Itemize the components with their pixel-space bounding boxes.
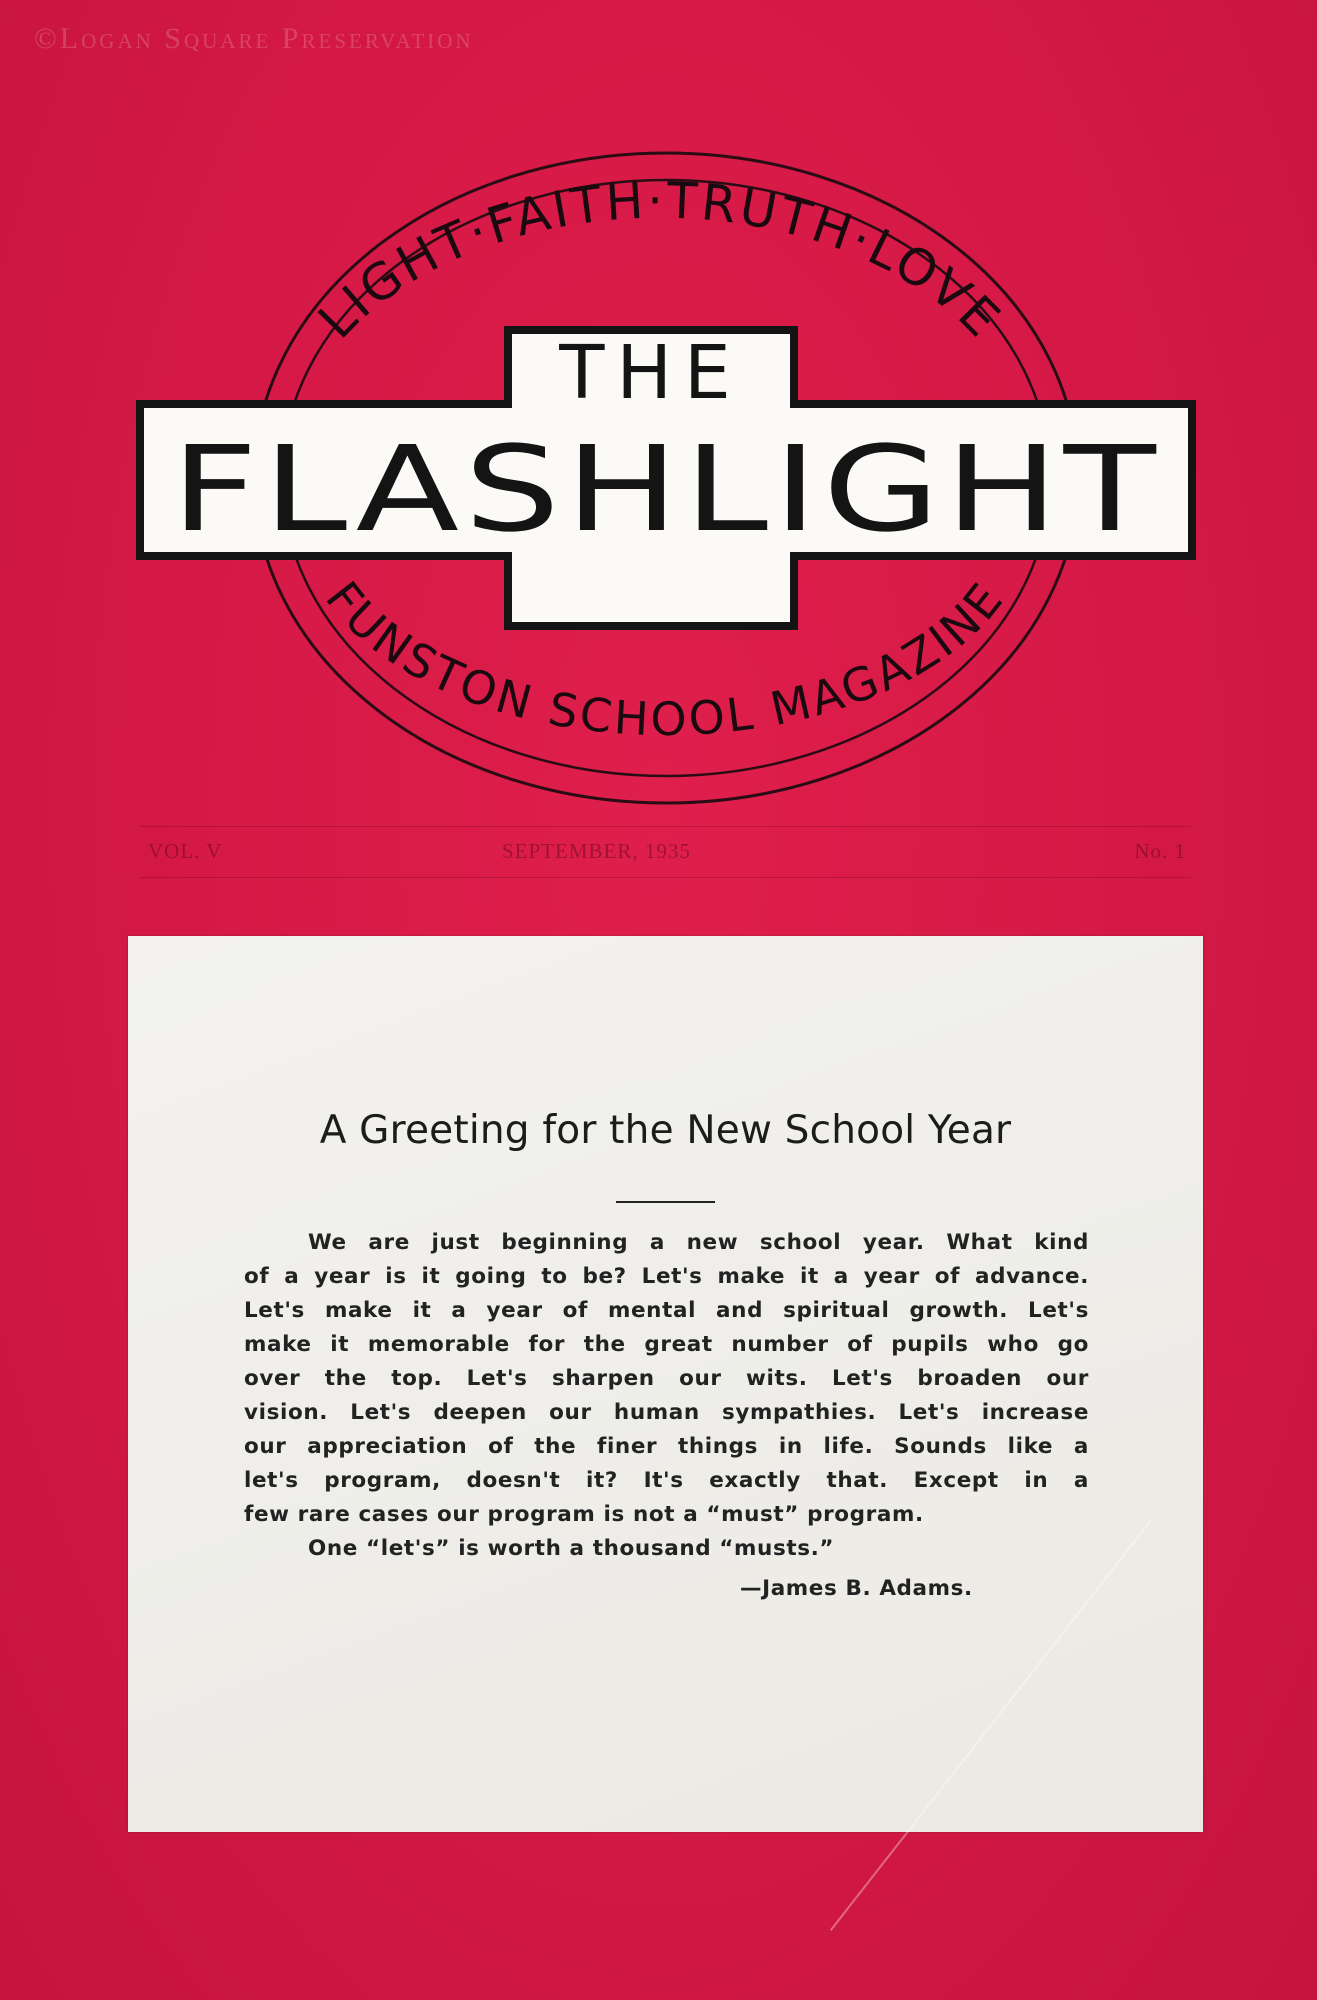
body-line: vision. Let's deepen our human sympathies. Let's increase	[244, 1400, 1089, 1425]
body-line: We are just beginning a new school year. What kind	[308, 1230, 1089, 1255]
body-line: let's program, doesn't it? It's exactly that. Except in a	[244, 1468, 1089, 1493]
greeting-body	[244, 1226, 1089, 1566]
title-rule	[616, 1201, 715, 1203]
volume-label: VOL. V	[148, 839, 223, 863]
body-line: Let's make it a year of mental and spiritual growth. Let's	[244, 1298, 1089, 1323]
motto-top: LIGHT·FAITH·TRUTH·LOVE	[307, 171, 1013, 350]
masthead-logo	[0, 0, 1317, 820]
greeting-panel	[128, 936, 1203, 1832]
motto-bottom: FUNSTON SCHOOL MAGAZINE	[315, 571, 1015, 747]
body-line: our appreciation of the finer things in life. Sounds like a	[244, 1434, 1089, 1459]
body-line: over the top. Let's sharpen our wits. Let's broaden our	[244, 1366, 1089, 1391]
title-the: THE	[559, 330, 743, 416]
body-line: make it memorable for the great number of pupils who go	[244, 1332, 1089, 1357]
watermark: ©Logan Square Preservation	[34, 22, 474, 55]
title-flashlight: FLASHLIGHT	[171, 420, 1161, 558]
issue-date: SEPTEMBER, 1935	[502, 839, 691, 863]
closing-line: One “let's” is worth a thousand “musts.”	[308, 1536, 835, 1561]
body-line: few rare cases our program is not a “must” program.	[244, 1502, 924, 1527]
signature: —James B. Adams.	[740, 1576, 973, 1601]
greeting-title: A Greeting for the New School Year	[319, 1108, 1012, 1153]
issue-info-row	[140, 826, 1190, 878]
body-line: of a year is it going to be? Let's make it a year of advance.	[244, 1264, 1089, 1289]
issue-number: No. 1	[1134, 839, 1186, 863]
